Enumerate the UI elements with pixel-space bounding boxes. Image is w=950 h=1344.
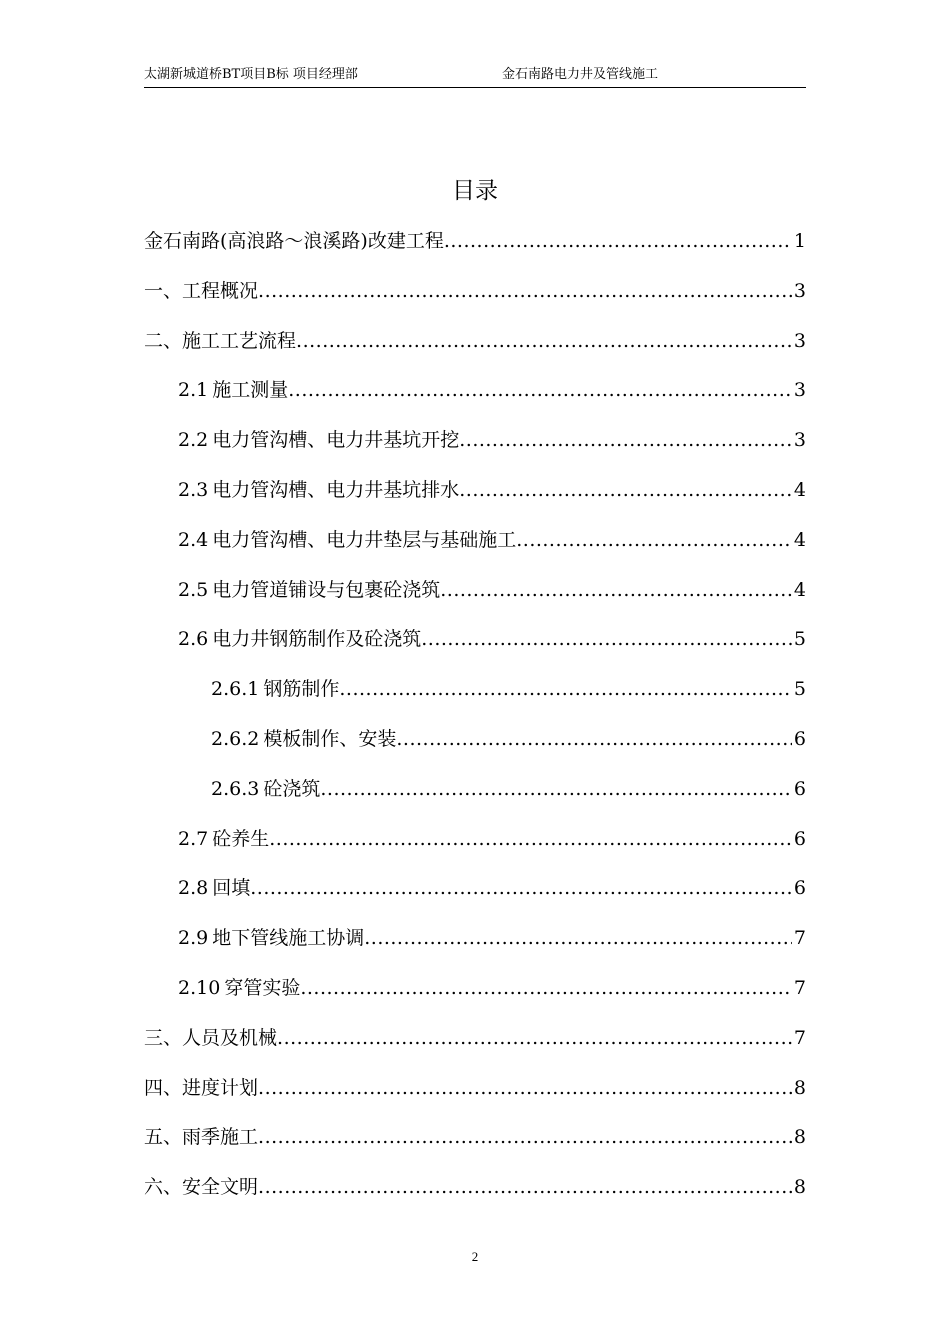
toc-entry[interactable] (144, 1168, 806, 1218)
toc-entry-page: 6 (793, 827, 806, 850)
toc-leader-dots (421, 620, 792, 658)
toc-entry-number: 2.9 (178, 927, 209, 950)
toc-entry-page: 7 (793, 1026, 806, 1049)
toc-entry[interactable] (144, 421, 806, 471)
toc-entry[interactable] (144, 322, 806, 372)
toc-entry-number: 2.5 (178, 578, 209, 601)
toc-title: 目录 (452, 178, 498, 204)
toc-entry[interactable] (144, 471, 806, 521)
toc-leader-dots (444, 222, 792, 260)
toc-entry-page: 6 (793, 877, 806, 900)
toc-entry-number: 四、 (144, 1076, 183, 1099)
toc-entry[interactable] (144, 521, 806, 571)
toc-entry-number: 2.6.2 (211, 727, 260, 750)
toc-leader-dots (258, 1069, 792, 1107)
toc-leader-dots (440, 571, 792, 609)
toc-entry-page: 3 (793, 329, 806, 352)
toc-entry[interactable] (144, 820, 806, 870)
toc-entry-text: 雨季施工 (182, 1126, 259, 1149)
toc-leader-dots (277, 1019, 792, 1057)
toc-entry[interactable] (144, 1019, 806, 1069)
toc-leader-dots (364, 919, 792, 957)
toc-leader-dots (258, 1168, 792, 1206)
toc-entry-page: 8 (793, 1176, 806, 1199)
toc-entry[interactable] (144, 770, 806, 820)
toc-entry-text: 地下管线施工协调 (212, 927, 365, 950)
toc-entry-text: 砼养生 (212, 827, 270, 850)
toc-entry[interactable] (144, 969, 806, 1019)
toc-entry-text: 电力管沟槽、电力井垫层与基础施工 (212, 528, 517, 551)
toc-entry-number: 六、 (144, 1176, 183, 1199)
toc-entry-number: 五、 (144, 1126, 183, 1149)
toc-entry[interactable] (144, 670, 806, 720)
toc-entry-text: 电力管沟槽、电力井基坑排水 (212, 478, 460, 501)
toc-leader-dots (296, 322, 792, 360)
toc-entry[interactable] (144, 571, 806, 621)
toc-entry-text: 人员及机械 (182, 1026, 278, 1049)
toc-entry-page: 1 (793, 230, 806, 252)
toc-leader-dots (288, 371, 792, 409)
toc-entry-text: 施工工艺流程 (182, 329, 297, 352)
toc-entry-number: 2.6.1 (211, 678, 260, 701)
toc-entry-text: 回填 (212, 877, 251, 900)
toc-entry-number: 一、 (144, 279, 183, 302)
toc-entry-number: 二、 (144, 329, 183, 352)
toc-entry-page: 5 (793, 678, 806, 701)
toc-entry-number: 2.3 (178, 478, 209, 501)
toc-entry-text: 电力管沟槽、电力井基坑开挖 (212, 429, 460, 452)
toc-entry-page: 7 (793, 976, 806, 999)
toc-entry[interactable] (144, 869, 806, 919)
toc-entry[interactable] (144, 371, 806, 421)
toc-entry-page: 6 (793, 777, 806, 800)
toc-entry-number: 2.2 (178, 429, 209, 452)
toc-entry-text: 穿管实验 (224, 976, 301, 999)
toc-leader-dots (300, 969, 792, 1007)
toc-leader-dots (258, 272, 792, 310)
toc-entry-text: 工程概况 (182, 279, 259, 302)
toc-entry-text: 模板制作、安装 (263, 727, 397, 750)
toc-leader-dots (269, 820, 792, 858)
toc-entry-number: 2.1 (178, 379, 209, 402)
header-right-text: 金石南路电力井及管线施工 (502, 67, 659, 82)
toc-entry-text: 安全文明 (182, 1176, 259, 1199)
toc-entry-number: 2.8 (178, 877, 209, 900)
toc-entry-page: 3 (793, 429, 806, 452)
toc-entry-page: 4 (793, 578, 806, 601)
toc-entry[interactable] (144, 1069, 806, 1119)
toc-entry[interactable] (144, 620, 806, 670)
toc-leader-dots (250, 869, 792, 907)
toc-entry-text: 钢筋制作 (263, 678, 340, 701)
toc-entry-page: 6 (793, 727, 806, 750)
toc-entry[interactable] (144, 272, 806, 322)
page-header (144, 66, 806, 88)
table-of-contents (144, 222, 806, 1218)
toc-entry[interactable] (144, 222, 806, 272)
toc-entry-page: 3 (793, 279, 806, 302)
toc-entry-text: 电力管道铺设与包裹砼浇筑 (212, 578, 441, 601)
toc-entry-page: 7 (793, 927, 806, 950)
toc-entry-text: 金石南路(高浪路～浪溪路)改建工程 (144, 230, 444, 252)
page-number-footer: 2 (471, 1249, 479, 1264)
toc-entry-text: 电力井钢筋制作及砼浇筑 (212, 628, 422, 651)
toc-entry-page: 5 (793, 628, 806, 651)
toc-leader-dots (339, 670, 792, 708)
toc-leader-dots (258, 1118, 792, 1156)
toc-leader-dots (396, 720, 792, 758)
toc-entry-page: 8 (793, 1076, 806, 1099)
toc-entry-page: 4 (793, 528, 806, 551)
toc-entry[interactable] (144, 919, 806, 969)
toc-leader-dots (516, 521, 792, 559)
toc-entry-page: 4 (793, 478, 806, 501)
toc-leader-dots (320, 770, 792, 808)
toc-entry-page: 8 (793, 1126, 806, 1149)
toc-entry[interactable] (144, 1118, 806, 1168)
toc-leader-dots (459, 421, 792, 459)
toc-entry-number: 三、 (144, 1026, 183, 1049)
toc-entry-number: 2.6 (178, 628, 209, 651)
toc-entry-text: 进度计划 (182, 1076, 259, 1099)
toc-leader-dots (459, 471, 792, 509)
toc-entry-page: 3 (793, 379, 806, 402)
toc-entry-number: 2.6.3 (211, 777, 260, 800)
toc-entry-number: 2.7 (178, 827, 209, 850)
toc-entry-number: 2.10 (178, 976, 221, 999)
toc-entry-text: 施工测量 (212, 379, 289, 402)
toc-entry-text: 砼浇筑 (263, 777, 321, 800)
toc-entry[interactable] (144, 720, 806, 770)
toc-entry-number: 2.4 (178, 528, 209, 551)
header-left-text: 太湖新城道桥BT项目B标 项目经理部 (144, 67, 358, 82)
